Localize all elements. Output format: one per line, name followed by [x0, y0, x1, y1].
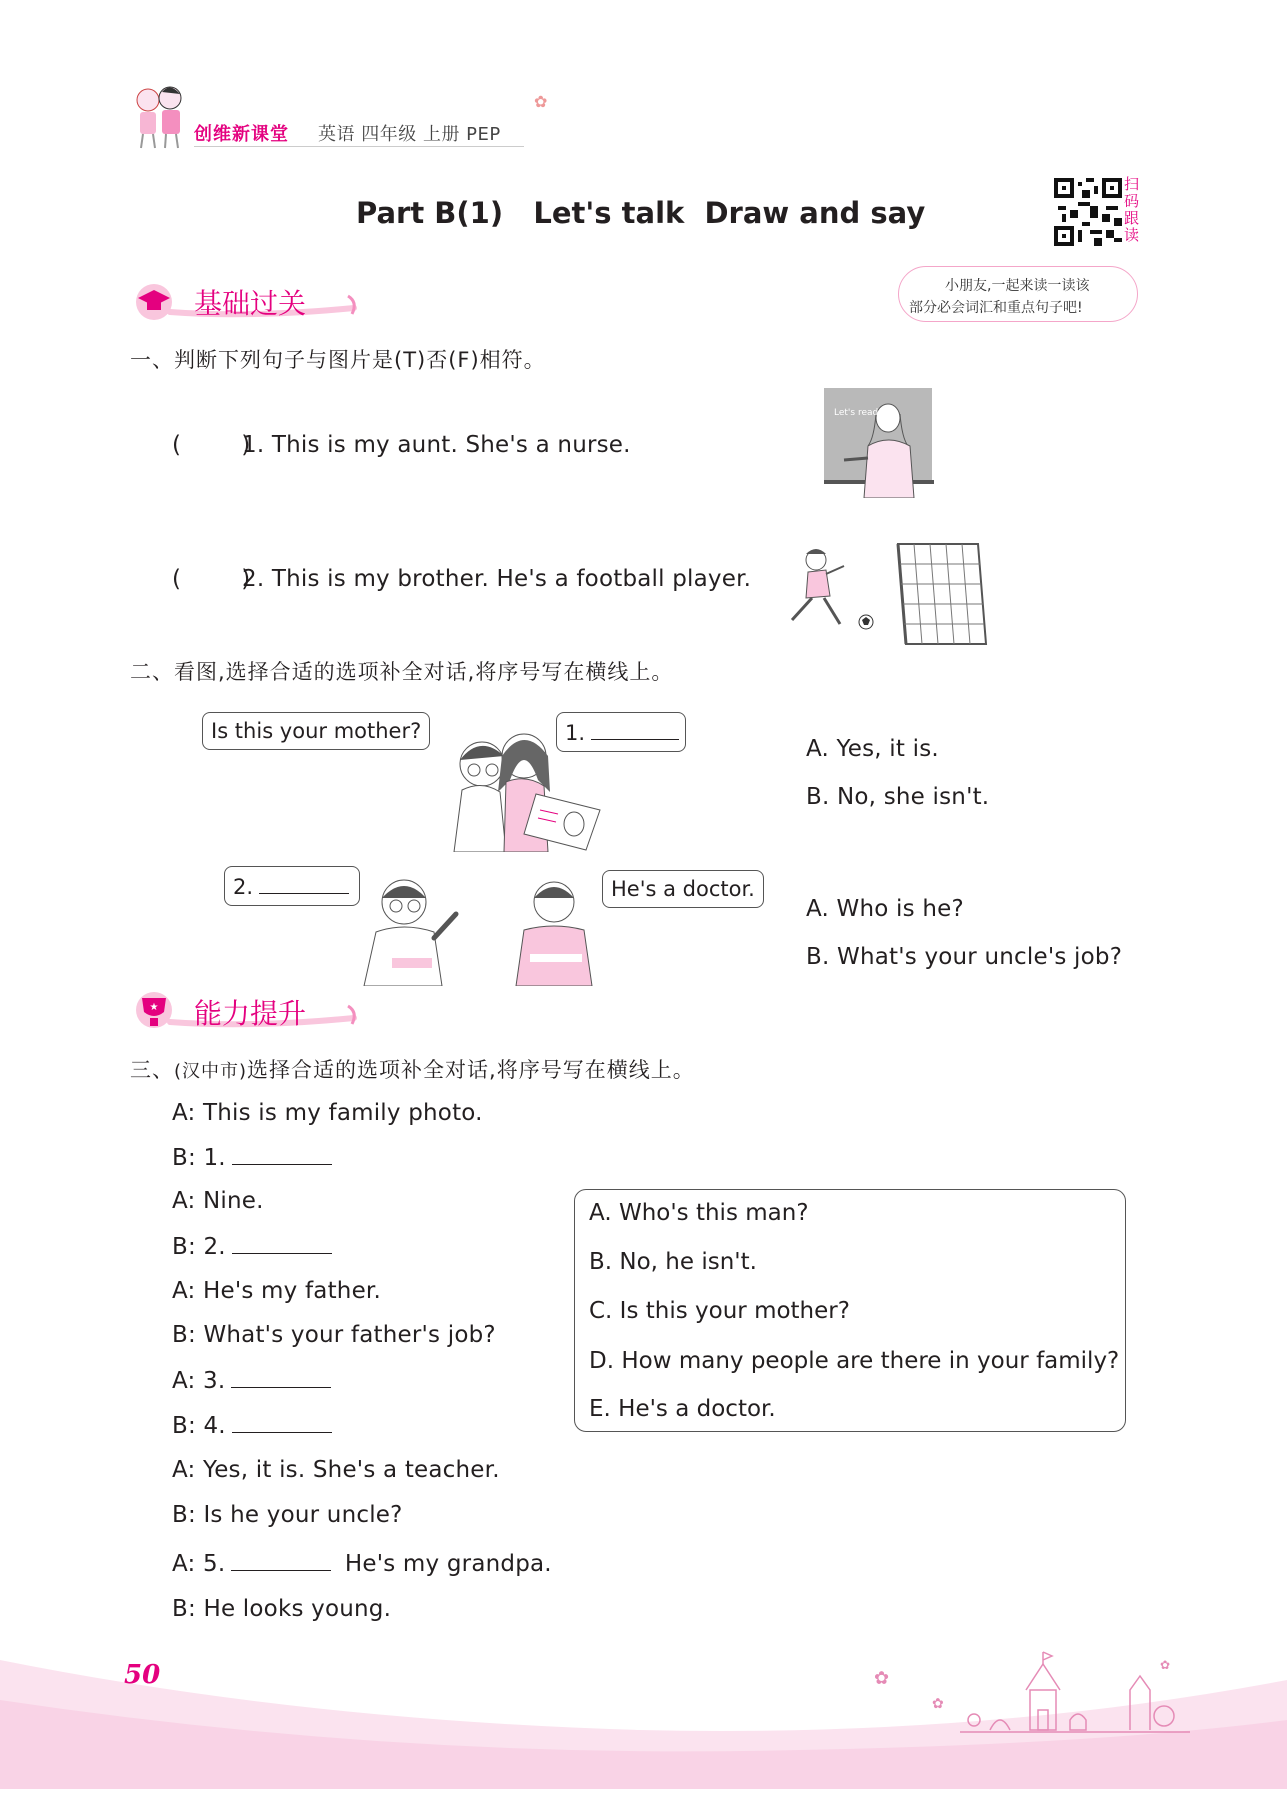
- part1-item2-text: 2. This is my brother. He's a football player.: [242, 566, 752, 592]
- tip-line-2: 部分必会词汇和重点句子吧!: [909, 300, 1083, 316]
- dialog-speaker: B:: [172, 1322, 196, 1348]
- dialog-speaker: A:: [172, 1551, 196, 1577]
- flower-icon: ✿: [534, 92, 548, 111]
- header-mascot-icon: [128, 82, 190, 152]
- section-basic-title: 基础过关: [194, 287, 307, 320]
- dialog-line: [172, 1457, 500, 1483]
- tip-bubble: [898, 266, 1138, 322]
- castle-decoration-icon: [960, 1650, 1190, 1740]
- dialog-speaker: A:: [172, 1457, 196, 1483]
- dialog2-question-number: 2.: [233, 875, 254, 899]
- part1-item2-paren[interactable]: ( ): [172, 566, 251, 592]
- qr-label: 扫码跟读: [1124, 175, 1140, 244]
- page-number: 50: [124, 1660, 161, 1690]
- dialog-text: This is my family photo.: [203, 1100, 483, 1126]
- dialog-speaker: A:: [172, 1278, 196, 1304]
- dialog2-answer-text: He's a doctor.: [611, 877, 755, 901]
- part3-instruction: [130, 1054, 695, 1084]
- option-c: C. Is this your mother?: [589, 1298, 850, 1324]
- header-rule: [194, 146, 524, 147]
- answer-blank-3[interactable]: [231, 1367, 331, 1388]
- dialog-speaker: B:: [172, 1234, 196, 1260]
- header-brand: 创维新课堂: [194, 124, 289, 145]
- option-a: A. Who's this man?: [589, 1200, 809, 1226]
- dialog-line: [172, 1596, 391, 1622]
- dialog-text: 5.: [203, 1551, 226, 1577]
- dialog1-option-a: A. Yes, it is.: [806, 736, 939, 762]
- answer-blank-1[interactable]: [232, 1144, 332, 1165]
- part1-instruction: 一、判断下列句子与图片是(T)否(F)相符。: [130, 348, 546, 372]
- dialog-text: 4.: [203, 1413, 226, 1439]
- dialog-text: Is he your uncle?: [203, 1502, 403, 1528]
- header-subject: 英语 四年级 上册 PEP: [318, 124, 501, 145]
- page-title: Part B(1) Let's talk Draw and say: [356, 196, 926, 230]
- teacher-picture: [824, 388, 934, 498]
- dialog-line: [172, 1502, 403, 1528]
- dialog-text: 3.: [203, 1368, 226, 1394]
- dialog-line: [172, 1367, 331, 1394]
- part3-instruction-source: (汉中市): [174, 1061, 248, 1082]
- dialog2-bubble-question[interactable]: [224, 866, 360, 906]
- football-player-picture: [782, 540, 882, 640]
- part2-instruction: 二、看图,选择合适的选项补全对话,将序号写在横线上。: [130, 660, 674, 684]
- dialog-speaker: B:: [172, 1413, 196, 1439]
- answer-blank-2[interactable]: [232, 1233, 332, 1254]
- dialog1-option-b: B. No, she isn't.: [806, 784, 990, 810]
- dialog-line: [172, 1188, 264, 1214]
- part1-item1-text: 1. This is my aunt. She's a nurse.: [242, 432, 631, 458]
- dialog-line: [172, 1144, 332, 1171]
- dialog-text: He's my father.: [203, 1278, 381, 1304]
- part1-item1-paren[interactable]: ( ): [172, 432, 251, 458]
- dialog2-option-a: A. Who is he?: [806, 896, 964, 922]
- flower-icon: ✿: [874, 1668, 890, 1689]
- dialog2-question-blank[interactable]: [259, 873, 349, 894]
- dialog-speaker: B:: [172, 1145, 196, 1171]
- dialog1-bubble-question: [202, 712, 430, 750]
- dialog-text: 1.: [203, 1145, 226, 1171]
- boy-girl-photo-picture: [440, 720, 610, 852]
- dialog-line: [172, 1278, 381, 1304]
- two-boys-picture: [358, 868, 598, 986]
- dialog-text: 2.: [203, 1234, 226, 1260]
- dialog-speaker: B:: [172, 1502, 196, 1528]
- dialog2-option-b: B. What's your uncle's job?: [806, 944, 1123, 970]
- option-e: E. He's a doctor.: [589, 1396, 776, 1422]
- dialog2-bubble-answer: [602, 870, 764, 908]
- answer-blank-5[interactable]: [231, 1550, 331, 1571]
- dialog-line: [172, 1412, 332, 1439]
- dialog-text: He looks young.: [203, 1596, 392, 1622]
- answer-blank-4[interactable]: [232, 1412, 332, 1433]
- option-d: D. How many people are there in your family?: [589, 1348, 1120, 1374]
- goal-picture: [894, 540, 988, 646]
- dialog-speaker: A:: [172, 1368, 196, 1394]
- options-box: [574, 1189, 1126, 1432]
- qr-code-icon[interactable]: [1054, 178, 1122, 246]
- dialog1-question-text: Is this your mother?: [211, 719, 422, 743]
- dialog-line: [172, 1100, 483, 1126]
- dialog-line: [172, 1322, 496, 1348]
- dialog-text: Nine.: [203, 1188, 264, 1214]
- section-advanced-title: 能力提升: [194, 997, 307, 1030]
- dialog-text: What's your father's job?: [203, 1322, 496, 1348]
- board-text: Let's read: [834, 408, 879, 418]
- dialog-line: [172, 1550, 552, 1577]
- dialog1-answer-number: 1.: [565, 721, 586, 745]
- dialog-line: [172, 1233, 332, 1260]
- part3-instruction-prefix: 三、: [130, 1058, 174, 1082]
- svg-text:★: ★: [149, 1002, 159, 1013]
- dialog-text: Yes, it is. She's a teacher.: [203, 1457, 500, 1483]
- dialog-speaker: A:: [172, 1188, 196, 1214]
- flower-icon: ✿: [932, 1696, 944, 1712]
- tip-line-1: 小朋友,一起来读一读该: [945, 278, 1090, 294]
- dialog-speaker: B:: [172, 1596, 196, 1622]
- part3-instruction-rest: 选择合适的选项补全对话,将序号写在横线上。: [247, 1058, 695, 1082]
- dialog-speaker: A:: [172, 1100, 196, 1126]
- option-b: B. No, he isn't.: [589, 1249, 757, 1275]
- flower-icon: ✿: [1160, 1658, 1171, 1672]
- dialog-text-after: He's my grandpa.: [344, 1551, 552, 1577]
